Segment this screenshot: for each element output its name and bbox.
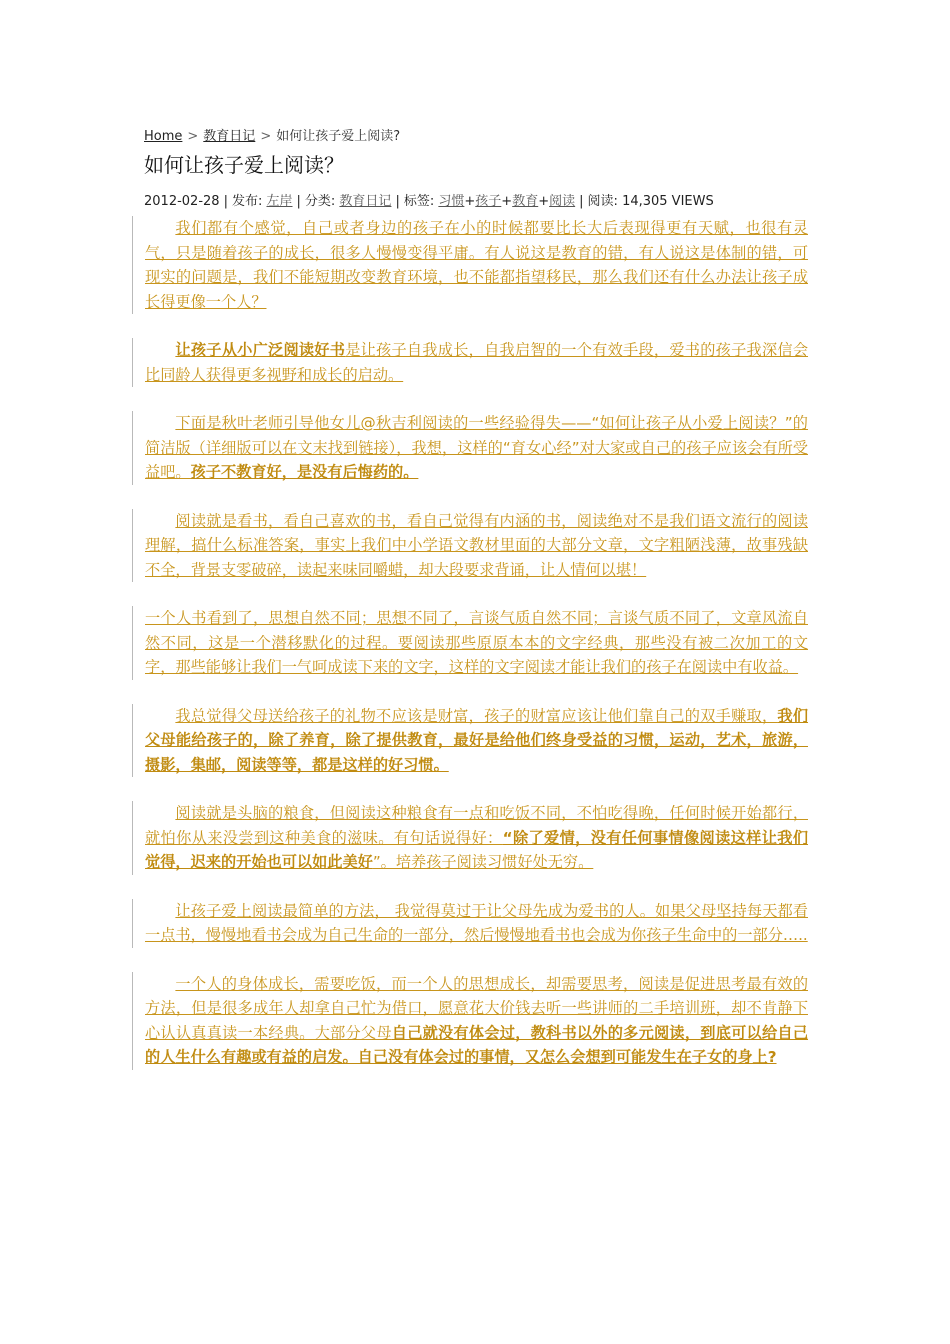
article-paragraph [132,411,808,485]
paragraph-text: 是让孩子自我成长，自我启智的一个有效手段，爱书的孩子我深信会比同龄人获得更多视野和成长的启动。 [145,341,809,384]
paragraph-text: 阅读就是看书，看自己喜欢的书，看自己觉得有内涵的书，阅读绝对不是我们语文流行的阅读理解，搞什么标准答案，事实上我们中小学语文教材里面的大部分文章，文字粗陋浅薄，故事残缺不全，背景支零破碎，读起来味同嚼蜡，却大段要求背诵，让人情何以堪！ [145,511,808,579]
category-link[interactable]: 教育日记 [339,194,392,209]
page-title: 如何让孩子爱上阅读？ [144,153,344,177]
article-paragraph [132,216,808,314]
paragraph-text: 我们都有个感觉，自己或者身边的孩子在小的时候都要比长大后表现得更有天赋，也很有灵气，只是随着孩子的成长，很多人慢慢变得平庸。有人说这是教育的错，有人说这是体制的错，可现实的问题是，我们不能短期改变教育环境，也不能都指望移民，那么我们还有什么办法让孩子成长得更像一个人？ [145,219,808,311]
tags-label: 标签: [403,194,435,209]
article-paragraph [132,704,808,778]
breadcrumb-separator: > [260,129,272,144]
author-label: 发布: [231,194,263,209]
post-meta: 2012-02-28 | 发布: 左岸 | 分类: 教育日记 | 标签: 习惯+孩子+教育+阅读 | 阅读: 14,305 VIEWS [144,194,714,209]
tag-link-education[interactable]: 教育 [512,194,539,209]
emphasis-text: “除了爱情，没有任何事情像阅读这样让我们觉得，迟来的开始也可以如此美好 [145,828,809,871]
article-paragraph [132,606,808,680]
emphasis-text: 我们父母能给孩子的，除了养育，除了提供教育，最好是给他们终身受益的习惯，运动，艺术，旅游，摄影，集邮，阅读等等，都是这样的好习惯。 [145,706,809,774]
view-count: 14,305 VIEWS [622,194,714,209]
tag-link-reading[interactable]: 阅读 [549,194,576,209]
emphasis-text: 孩子不教育好，是没有后悔药的。 [190,463,419,481]
emphasis-text: 让孩子从小广泛阅读好书 [175,341,346,359]
article-paragraph [132,801,808,875]
paragraph-text: 下面是秋叶老师引导他女儿@秋吉利阅读的一些经验得失——“如何让孩子从小爱上阅读？”的简洁版（详细版可以在文末找到链接），我想，这样的“育女心经”对大家或自己的孩子应该会有所受益吧。 [145,414,808,481]
article-body [144,216,808,1070]
article-paragraph [132,338,808,387]
paragraph-text: ”。培养孩子阅读习惯好处无穷。 [372,853,594,871]
paragraph-text: 让孩子爱上阅读最简单的方法， 我觉得莫过于让父母先成为爱书的人。如果父母坚持每天都看一点书，慢慢地看书会成为自己生命的一部分，然后慢慢地看书也会成为你孩子生命中的一部分….. [145,901,808,944]
author-link[interactable]: 左岸 [266,194,293,209]
article-paragraph [132,899,808,948]
breadcrumb-category-link[interactable]: 教育日记 [203,129,256,144]
post-date: 2012-02-28 [144,194,220,209]
category-label: 分类: [304,194,336,209]
article-page [144,126,808,1094]
paragraph-text: 一个人书看到了，思想自然不同；思想不同了，言谈气质自然不同；言谈气质不同了，文章风流自然不同，这是一个潜移默化的过程。要阅读那些原原本本的文字经典，那些没有被二次加工的文字，那些能够让我们一气呵成读下来的文字，这样的文字阅读才能让我们的孩子在阅读中有收益。 [145,609,808,676]
breadcrumb [144,126,808,148]
emphasis-text: 自己就没有体会过，教科书以外的多元阅读，到底可以给自己的人生什么有趣或有益的启发。自己没有体会过的事情，又怎么会想到可能发生在子女的身上? [145,1023,809,1066]
paragraph-text: 阅读就是头脑的粮食，但阅读这种粮食有一点和吃饭不同，不怕吃得晚，任何时候开始都行，就怕你从来没尝到这种美食的滋味。有句话说得好： [145,804,808,847]
breadcrumb-separator: > [187,129,199,144]
paragraph-text: 我总觉得父母送给孩子的礼物不应该是财富，孩子的财富应该让他们靠自己的双手赚取， [175,706,778,725]
views-label: 阅读: [587,194,618,209]
breadcrumb-current: 如何让孩子爱上阅读? [276,129,401,144]
paragraph-text: 一个人的身体成长，需要吃饭，而一个人的思想成长，却需要思考，阅读是促进思考最有效的方法，但是很多成年人却拿自己忙为借口，愿意花大价钱去听一些讲师的二手培训班，却不肯静下心认认真真读一本经典。大部分父母 [145,974,808,1042]
breadcrumb-home-link[interactable]: Home [144,129,183,144]
tag-link-habit[interactable]: 习惯 [438,194,465,209]
tag-link-child[interactable]: 孩子 [475,194,502,209]
article-paragraph [132,509,808,583]
article-paragraph [132,972,808,1070]
